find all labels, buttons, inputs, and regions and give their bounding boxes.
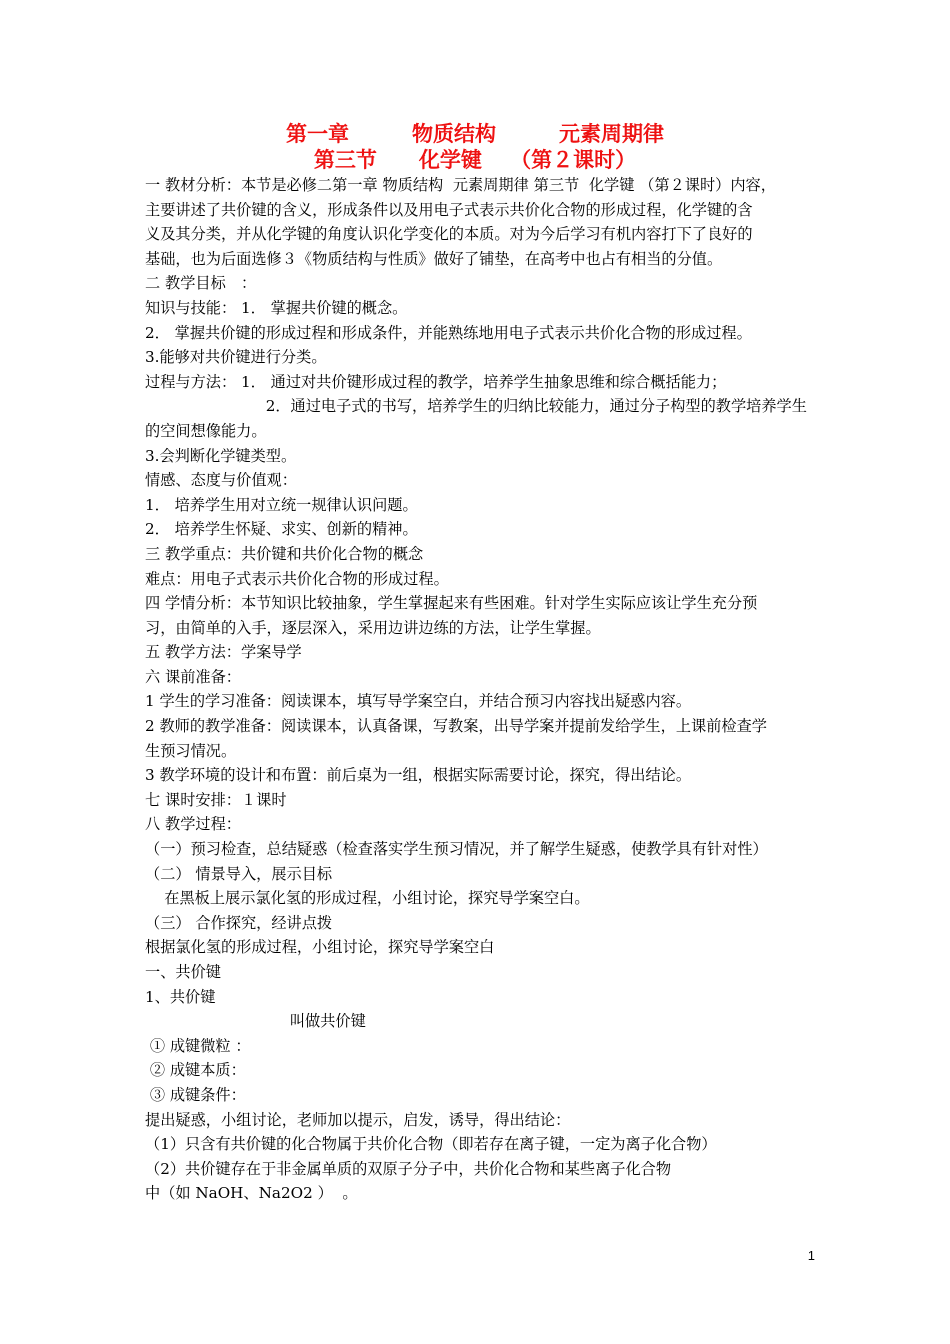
page-number: 1 — [807, 1248, 815, 1263]
text-line: 知识与技能： 1． 掌握共价键的概念。 — [145, 298, 408, 317]
body-text — [145, 173, 815, 1206]
text-line: 1． 培养学生用对立统一规律认识问题。 — [145, 495, 418, 514]
text-line: 一 教材分析：本节是必修二第一章 物质结构 元素周期律 第三节 化学键 （第２课时）内容， — [145, 176, 776, 194]
text-line: 情感、态度与价值观： — [145, 471, 297, 490]
text-line: 3 教学环境的设计和布置：前后桌为一组，根据实际需要讨论，探究，得出结论。 — [145, 766, 692, 785]
text-line: 二 教学目标 ： — [145, 274, 257, 293]
chapter-title: 第一章 物质结构 元素周期律 — [286, 121, 664, 146]
text-line: 3.能够对共价键进行分类。 — [145, 348, 327, 367]
text-line: 1 学生的学习准备：阅读课本，填写导学案空白，并结合预习内容找出疑惑内容。 — [145, 692, 692, 711]
text-line: （二） 情景导入，展示目标 — [145, 864, 333, 883]
text-line: 八 教学过程： — [145, 815, 241, 834]
text-line: 中（如 NaOH、Na2O2 ） 。 — [145, 1184, 358, 1203]
text-line: ③ 成键条件： — [145, 1085, 246, 1104]
text-line: 2． 掌握共价键的形成过程和形成条件，并能熟练地用电子式表示共价化合物的形成过程。 — [145, 323, 752, 342]
text-line: ① 成键微粒 ： — [145, 1036, 251, 1055]
text-line: 六 课前准备： — [145, 667, 241, 686]
text-line: 过程与方法： 1． 通过对共价键形成过程的教学，培养学生抽象思维和综合概括能力； — [145, 372, 727, 391]
text-line: 五 教学方法：学案导学 — [145, 643, 302, 662]
section-title: 第三节 化学键 （第２课时） — [313, 147, 637, 172]
text-line: 四 学情分析：本节知识比较抽象，学生掌握起来有些困难。针对学生实际应该让学生充分预 — [145, 594, 758, 613]
text-line: 3.会判断化学键类型。 — [145, 446, 297, 465]
text-line: 七 课时安排：１课时 — [145, 790, 287, 809]
text-line: 在黑板上展示氯化氢的形成过程，小组讨论，探究导学案空白。 — [145, 889, 590, 908]
text-line: 基础，也为后面选修３《物质结构与性质》做好了铺垫，在高考中也占有相当的分值。 — [145, 249, 723, 268]
text-line: 三 教学重点：共价键和共价化合物的概念 — [145, 544, 424, 563]
text-line: 的空间想像能力。 — [145, 421, 267, 440]
text-line: 2．通过电子式的书写，培养学生的归纳比较能力，通过分子构型的教学培养学生 — [145, 397, 807, 416]
text-line: 主要讲述了共价键的含义，形成条件以及用电子式表示共价化合物的形成过程，化学键的含 — [145, 200, 753, 219]
text-line: ② 成键本质： — [145, 1061, 246, 1080]
text-line: 一、共价键 — [145, 963, 221, 981]
text-line: 2 教师的教学准备：阅读课本，认真备课，写教案，出导学案并提前发给学生，上课前检查学 — [145, 717, 767, 736]
text-line: 难点：用电子式表示共价化合物的形成过程。 — [145, 569, 449, 588]
text-line: （一）预习检查，总结疑惑（检查落实学生预习情况，并了解学生疑惑，使教学具有针对性） — [145, 840, 768, 859]
text-line: 1、共价键 — [145, 987, 216, 1006]
text-line: 习，由简单的入手，逐层深入，采用边讲边练的方法，让学生掌握。 — [145, 618, 601, 637]
text-line: 义及其分类，并从化学键的角度认识化学变化的本质。对为今后学习有机内容打下了良好的 — [145, 225, 753, 244]
text-line: （三） 合作探究，经讲点拨 — [145, 913, 333, 932]
text-line: （1）只含有共价键的化合物属于共价化合物（即若存在离子键，一定为离子化合物） — [145, 1135, 717, 1154]
text-line: 2． 培养学生怀疑、求实、创新的精神。 — [145, 520, 418, 539]
text-line: （2）共价键存在于非金属单质的双原子分子中，共价化合物和某些离子化合物 — [145, 1159, 672, 1178]
text-line: 叫做共价键 — [145, 1012, 366, 1031]
text-line: 提出疑惑，小组讨论，老师加以提示，启发，诱导，得出结论： — [145, 1110, 571, 1129]
text-line: 根据氯化氢的形成过程，小组讨论，探究导学案空白 — [145, 938, 495, 957]
text-line: 生预习情况。 — [145, 741, 237, 760]
